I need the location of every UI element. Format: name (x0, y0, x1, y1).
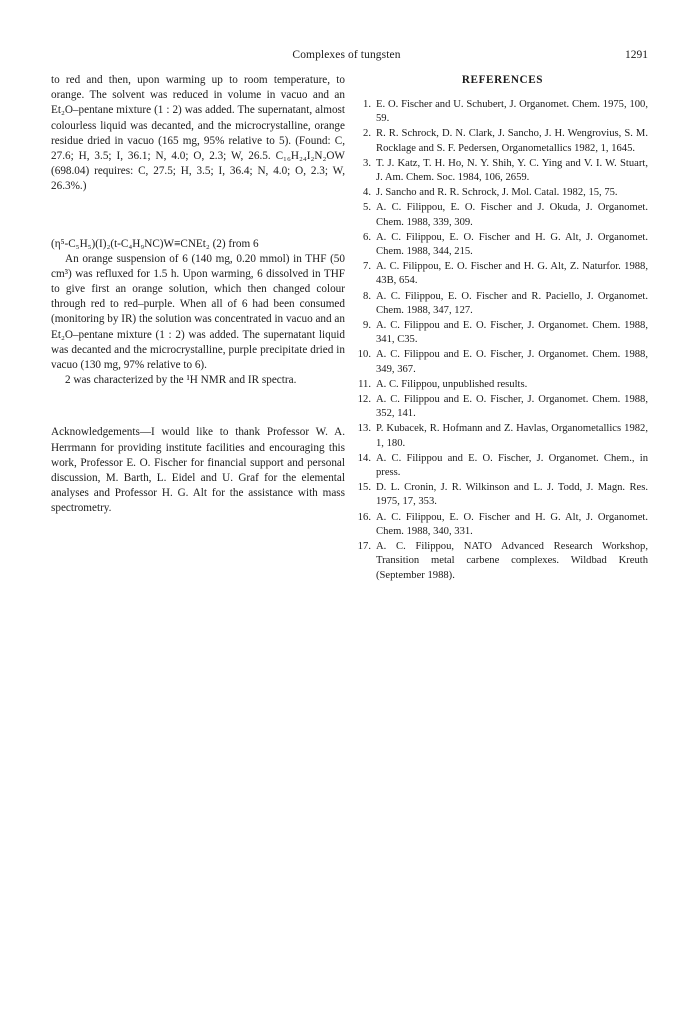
reference-text: A. C. Filippou, E. O. Fischer and R. Paciello, J. Organomet. Chem. 1988, 347, 127. (376, 290, 648, 316)
reference-item (357, 157, 648, 185)
reference-text: E. O. Fischer and U. Schubert, J. Organomet. Chem. 1975, 100, 59. (376, 99, 648, 125)
reference-text: A. C. Filippou and E. O. Fischer, J. Organomet. Chem. 1988, 349, 367. (376, 349, 648, 375)
reference-text: A. C. Filippou, E. O. Fischer and J. Okuda, J. Organomet. Chem. 1988, 339, 309. (376, 202, 648, 228)
reference-number: 4. (363, 187, 371, 199)
reference-item (357, 540, 648, 583)
spacer (51, 388, 345, 425)
reference-text: A. C. Filippou and E. O. Fischer, J. Organomet. Chem. 1988, 341, C35. (376, 320, 648, 346)
reference-item (357, 452, 648, 480)
paragraph-synthesis: An orange suspension of 6 (140 mg, 0.20 mmol) in THF (50 cm³) was refluxed for 1.5 h. Upon warming, 6 dissolved in THF to give first an orange solution, which then changed colour through red to red–purple. When all of 6 had been consumed (monitoring by IR) the solution was concentrated in vacuo and an Et₂O–pentane mixture (1 : 2) was added. The supernatant liquid was decanted and the microcrystalline, purple precipitate dried in vacuo (130 mg, 97% relative to 6). (51, 252, 345, 372)
paragraph-characterization: 2 was characterized by the ¹H NMR and IR spectra. (65, 374, 297, 387)
reference-item (357, 319, 648, 347)
reference-text: A. C. Filippou, E. O. Fischer and H. G. Alt, J. Organomet. Chem. 1988, 340, 331. (376, 511, 648, 537)
references-list (357, 98, 648, 583)
reference-number: 8. (363, 290, 371, 302)
reference-text: R. R. Schrock, D. N. Clark, J. Sancho, J. H. Wengrovius, S. M. Rocklage and S. F. Pedersen, Organometallics 1982, 1, 1645. (376, 128, 648, 154)
spacer (51, 195, 345, 237)
reference-number: 7. (363, 261, 371, 273)
reference-item (357, 422, 648, 450)
reference-item (357, 481, 648, 509)
reference-number: 10. (357, 349, 371, 361)
reference-number: 14. (357, 452, 371, 464)
reference-number: 11. (358, 378, 371, 390)
running-head: Complexes of tungsten (292, 49, 401, 61)
reference-number: 16. (357, 511, 371, 523)
reference-number: 5. (363, 202, 371, 214)
reference-item (357, 127, 648, 155)
reference-text: A. C. Filippou, E. O. Fischer and H. G. Alt, Z. Naturfor. 1988, 43B, 654. (376, 261, 648, 287)
reference-number: 12. (357, 394, 371, 406)
reference-text: A. C. Filippou, E. O. Fischer and H. G. Alt, J. Organomet. Chem. 1988, 344, 215. (376, 231, 648, 258)
left-column (51, 73, 345, 517)
reference-item (357, 348, 648, 376)
reference-text: A. C. Filippou, unpublished results. (376, 378, 528, 390)
reference-item (357, 231, 648, 259)
reference-number: 3. (363, 157, 371, 169)
reference-number: 6. (363, 231, 371, 243)
reference-number: 1. (363, 99, 371, 110)
reference-number: 9. (363, 320, 371, 332)
reference-item (357, 186, 648, 200)
reference-item (357, 511, 648, 539)
reference-number: 13. (357, 423, 371, 435)
reference-text: P. Kubacek, R. Hofmann and Z. Havlas, Organometallics 1982, 1, 180. (376, 423, 648, 449)
reference-item (357, 98, 648, 126)
reference-number: 2. (363, 128, 371, 140)
paragraph-continuation: to red and then, upon warming up to room temperature, to orange. The solvent was reduced in volume in vacuo and an Et₂O–pentane mixture (1 : 2) was added. The supernatant, almost colourless liquid was decanted, and the microcrystalline, orange residue dried in vacuo (165 mg, 95% relative to 5). (Found: C, 27.6; H, 3.5; I, 36.1; N, 4.0; O, 2.3; W, 26.5. C₁₆H₂₄I₂N₂OW (698.04) requires: C, 27.5; H, 3.5; I, 36.4; N, 4.0; O, 2.3; W, 26.3%.) (51, 74, 345, 193)
reference-text: T. J. Katz, T. H. Ho, N. Y. Shih, Y. C. Ying and V. I. W. Stuart, J. Am. Chem. Soc. 1984, 106, 2659. (376, 157, 648, 184)
reference-number: 15. (357, 482, 371, 494)
acknowledgements: Acknowledgements—I would like to thank Professor W. A. Herrmann for providing institute facilities and encouraging this work, Professor E. O. Fischer for financial support and personal discussion, M. Barth, L. Eidel and U. Graf for the elemental analyses and Professor H. G. Alt for the assistance with mass spectrometry. (51, 426, 345, 515)
reference-text: A. C. Filippou, NATO Advanced Research Workshop, Transition metal carbene complexes. Wildbad Kreuth (September 1988). (376, 541, 648, 581)
reference-text: A. C. Filippou and E. O. Fischer, J. Organomet. Chem. 1988, 352, 141. (376, 394, 648, 420)
reference-item (357, 378, 648, 392)
reference-item (357, 260, 648, 288)
reference-text: J. Sancho and R. R. Schrock, J. Mol. Catal. 1982, 15, 75. (376, 187, 618, 199)
reference-text: D. L. Cronin, J. R. Wilkinson and L. J. Todd, J. Magn. Res. 1975, 17, 353. (376, 482, 648, 508)
section-heading: (η⁵-C₅H₅)(I)₂(t-C₄H₉NC)W≡CNEt₂ (2) from 6 (51, 237, 259, 250)
references-title: REFERENCES (461, 74, 544, 86)
reference-item (357, 393, 648, 421)
right-column (357, 73, 648, 584)
reference-number: 17. (357, 541, 371, 553)
reference-text: A. C. Filippou and E. O. Fischer, J. Organomet. Chem., in press. (376, 452, 648, 479)
reference-item (357, 290, 648, 318)
reference-item (357, 201, 648, 229)
page-number: 1291 (625, 49, 648, 61)
